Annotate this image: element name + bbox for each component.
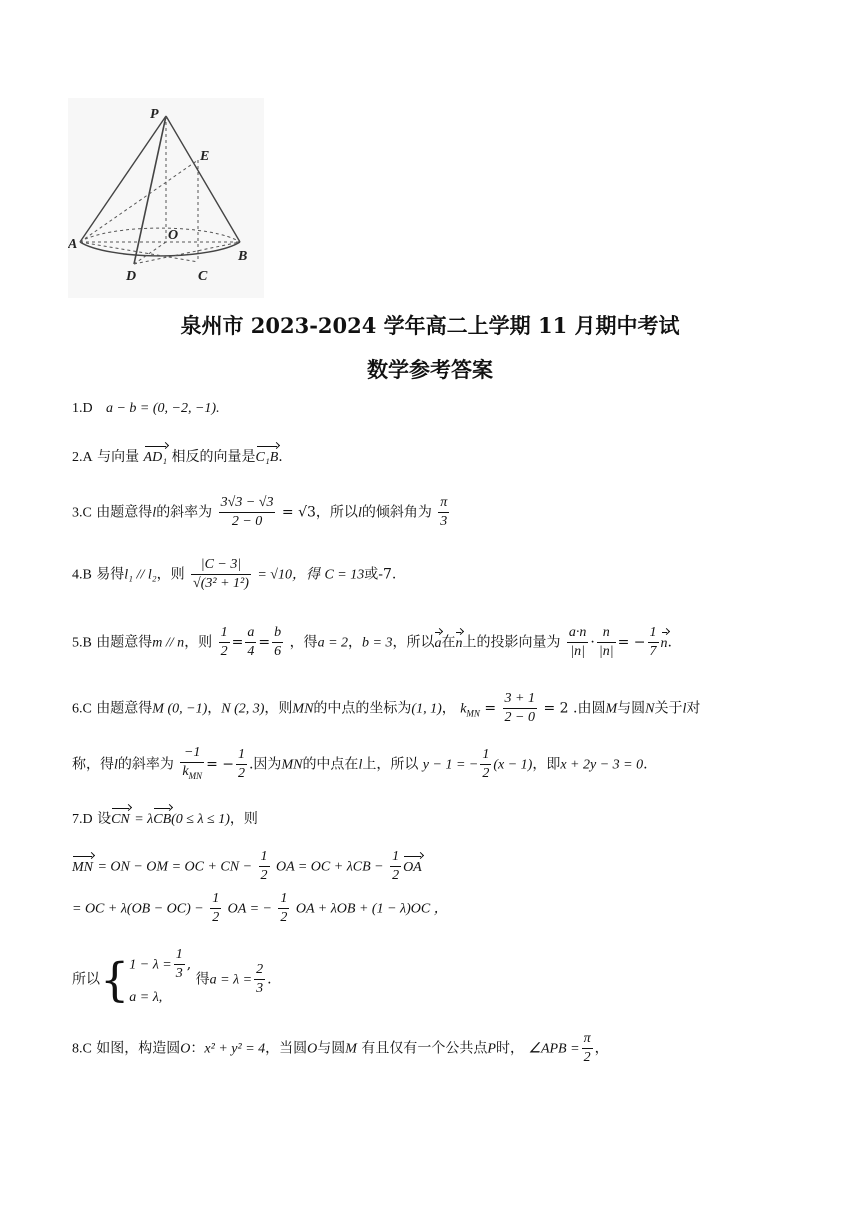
answer-6-cont: 称，得l的斜率为 $\frac{-1}{k_{MN}}$ = − $\frac{1}{2}$ .因为MN的中点在l上，所以 y − 1 = − $\frac{1}{2}$ (x − 1)，即x + 2y − 3 = 0. — [72, 744, 648, 785]
label-p: P — [150, 107, 159, 122]
answer-5-prefix: 5.B — [72, 635, 92, 651]
answer-6-cont-c: .因为 — [248, 756, 282, 773]
answer-6-cont-e: 上，所以 — [362, 756, 419, 773]
answer-4 — [72, 556, 396, 593]
answer-5-f1n: 1 — [219, 624, 230, 643]
answer-4-result: C = 13 — [324, 567, 365, 583]
answer-2-prefix: 2.A — [72, 450, 93, 465]
answer-6-cont-a: 称，得 — [72, 756, 114, 773]
answer-6-cont-d: 的中点在 — [302, 756, 359, 773]
answer-7-r1b-frac: $\frac{1}{2}$ — [392, 849, 400, 883]
answer-7-prefix: 7.D — [72, 812, 93, 827]
answer-6-text-d: = 2 .由圆 — [543, 700, 606, 717]
answer-6-mn: MN — [292, 701, 314, 717]
answer-7-s1-frac — [174, 946, 185, 983]
answer-7-result: a = λ = — [209, 972, 253, 988]
answer-4-num: |C − 3| — [191, 556, 251, 575]
answer-6-kd: 2 − 0 — [504, 710, 535, 725]
answer-5-b: b = 3 — [362, 635, 393, 651]
answer-7-s1n: 1 — [174, 946, 185, 965]
answer-1-prefix: 1.D — [72, 401, 93, 416]
answer-8-frac — [582, 1030, 593, 1067]
answer-3-den: 2 − 0 — [231, 514, 263, 529]
answer-6-s2n: 1 — [236, 746, 247, 765]
answer-4-prefix: 4.B — [72, 567, 92, 583]
label-a: A — [68, 237, 78, 252]
cone-diagram — [68, 98, 264, 298]
answer-5-frac-3 — [272, 624, 283, 661]
answer-5-frac-1 — [219, 624, 230, 661]
answer-6-midpoint: (1, 1) — [411, 701, 442, 717]
answer-3-text-d: 的倾斜角为 — [361, 504, 432, 521]
answer-7-eq-row-2 — [72, 890, 448, 927]
answer-8-o: O — [180, 1041, 191, 1057]
answer-7-r1: = ON − OM = OC + CN − — [97, 859, 253, 875]
answer-6-eq1b: (x − 1) — [493, 757, 533, 773]
answer-5-text-c: ，得 — [289, 634, 318, 651]
answer-5-f3d: 6 — [274, 644, 282, 659]
answer-3-text-c: = √3，所以 — [281, 504, 358, 521]
answer-7-resn: 2 — [254, 961, 265, 980]
answer-3-angle-frac — [438, 494, 449, 531]
answer-6-text-a: 由题意得 — [96, 700, 153, 717]
answer-2 — [72, 444, 283, 468]
answer-6-eq2: x + 2y − 3 = 0 — [560, 757, 644, 773]
answer-7-r2b: OA = − — [227, 901, 272, 917]
answer-7-text-b: ，则 — [229, 811, 258, 827]
answer-5-text-f: 上的投影向量为 — [462, 634, 561, 651]
answer-2-text-b: 相反的向量是 — [171, 449, 256, 465]
answer-5-text-a: 由题意得 — [96, 634, 153, 651]
answer-5-f2d: 4 — [247, 644, 255, 659]
answer-5-text-e: 在 — [441, 634, 456, 651]
answer-6-text-g: 对 — [686, 700, 701, 717]
system-brace-icon: { — [100, 952, 130, 1007]
answer-5-pd: |n| — [570, 644, 586, 659]
answer-3-den2: 3 — [440, 514, 448, 529]
answer-4-den: √(3² + 1²) — [193, 576, 249, 591]
answer-5-period: . — [667, 634, 672, 651]
answer-7-r1b: OA = OC + λCB − — [275, 859, 384, 875]
answer-7-vector-cn: CN — [111, 806, 130, 830]
cone-figure — [68, 98, 264, 298]
answer-8-text-c: ，当圆 — [265, 1040, 308, 1057]
answer-6-cont-b: 的斜率为 — [117, 756, 174, 773]
answer-6-point-n: N (2, 3) — [221, 701, 265, 717]
answer-7-text-c: 所以 — [72, 971, 100, 988]
answer-8-text-f: 时， — [495, 1040, 524, 1057]
answer-6-period: . — [643, 756, 648, 773]
answer-6-point-m: M (0, −1) — [152, 701, 208, 717]
answer-3-num2: π — [438, 494, 449, 513]
answer-3-prefix: 3.C — [72, 505, 92, 521]
answer-3-l2: l — [357, 505, 362, 521]
answer-8-angle: ∠APB = — [528, 1041, 580, 1057]
page-subtitle: 数学参考答案 — [367, 357, 493, 382]
answer-2-vector-c1b: C₁B — [256, 444, 279, 468]
answer-6-cont-f: ，即 — [532, 756, 561, 773]
answer-7-r2b-frac: $\frac{1}{2}$ — [280, 891, 288, 925]
label-c: C — [198, 269, 208, 284]
answer-4-text-a: 易得 — [96, 566, 125, 583]
answer-6-eq1d: 2 — [482, 765, 490, 781]
answer-2-period: . — [278, 449, 283, 465]
answer-5-parallel: m // n — [152, 635, 185, 651]
answer-3-num: 3√3 − √3 — [219, 494, 276, 513]
answer-5-unit-frac — [597, 624, 616, 661]
answer-8-comma: ， — [594, 1040, 609, 1057]
answer-1-text: a − b = (0, −2, −1). — [105, 401, 220, 416]
answer-5: 5.B 由题意得m // n，则 $\frac{1}{2}$ = $\frac{a}{4}$ = $\frac{b}{6}$ ，得a = 2，b = 3，所以a在n上的投影向量为 $\frac{a\cdot n}{|n|}$ · $\frac{n}{|n|}$ = − $\frac{1}{7}$ n. — [72, 625, 672, 659]
answer-8-p: P — [487, 1041, 496, 1057]
label-e: E — [200, 149, 210, 164]
answer-4-text-b: ，则 — [156, 566, 185, 583]
label-b: B — [238, 249, 248, 264]
answer-6-k-sub: MN — [466, 708, 480, 719]
answer-7-r2c: OA + λOB + (1 − λ)OC ， — [295, 901, 448, 917]
answer-8-text-b: ： — [190, 1040, 205, 1057]
answer-7-system: 所以{ 1 − λ = $\frac{1}{3}$ , a = λ, 得a = λ = $\frac{2}{3}$ . — [72, 946, 272, 1013]
answer-7-s2: a = λ, — [129, 990, 163, 1005]
answer-8-an: π — [582, 1030, 593, 1049]
answer-6-k: k — [460, 701, 467, 717]
answer-5-a: a = 2 — [317, 635, 349, 651]
answer-7-text-a: 设 — [97, 811, 112, 827]
answer-5-result-frac — [648, 624, 659, 661]
answer-8-prefix: 8.C — [72, 1041, 92, 1057]
answer-5-text-b: ，则 — [184, 634, 213, 651]
answer-5-f1d: 2 — [220, 644, 228, 659]
answer-7-eq-row-1: MN = ON − OM = OC + CN − $\frac{1}{2}$ OA = OC + λCB − $\frac{1}{2}$ OA — [72, 849, 422, 883]
answer-6-eq1: y − 1 = − — [422, 757, 479, 773]
answer-6-sn: −1 — [180, 744, 204, 763]
answer-7-r2-frac: $\frac{1}{2}$ — [212, 891, 220, 925]
answer-5-rd: 7 — [649, 644, 657, 659]
answer-5-pn: a·n — [567, 624, 589, 643]
answer-7 — [72, 806, 258, 830]
answer-6-eq1n: 1 — [480, 746, 491, 765]
answer-7-period: . — [267, 971, 272, 988]
answer-7-s1: 1 − λ = — [129, 957, 172, 973]
label-d: D — [126, 269, 137, 284]
answer-6-text-e: 与圆 — [617, 700, 646, 717]
answer-7-r2: = OC + λ(OB − OC) − — [72, 901, 204, 917]
answer-4-frac — [191, 556, 251, 593]
answer-7-cond: (0 ≤ λ ≤ 1) — [171, 812, 230, 827]
answer-2-text-a: 与向量 — [97, 449, 140, 465]
answer-6-text-f: 关于 — [654, 700, 683, 717]
answer-3-text-a: 由题意得 — [96, 504, 153, 521]
answer-7-result-frac — [254, 961, 265, 998]
answer-5-f2n: a — [245, 624, 256, 643]
answer-6-sd-sub: MN — [188, 770, 203, 781]
answer-3-text-b: 的斜率为 — [156, 504, 213, 521]
answer-8-text-a: 如图，构造圆 — [96, 1040, 181, 1057]
answer-6-s2d: 2 — [237, 765, 245, 781]
answer-5-proj-frac — [567, 624, 589, 661]
answer-7-s1d: 3 — [175, 966, 183, 981]
answer-8-m: M — [345, 1041, 357, 1057]
answer-6-slope2-frac — [236, 746, 247, 783]
answer-8-ad: 2 — [583, 1050, 591, 1065]
answer-6-sd: k — [182, 764, 189, 779]
answer-4-text-c: = √10，得 — [257, 567, 320, 583]
answer-7-r1-frac: $\frac{1}{2}$ — [260, 849, 268, 883]
answer-3 — [72, 494, 451, 531]
answer-8: 8.C 如图，构造圆O：x² + y² = 4，当圆O与圆M 有且仅有一个公共点P时， ∠APB = $\frac{\pi}{2}$ ， — [72, 1031, 609, 1065]
answer-5-frac-2 — [245, 624, 256, 661]
answer-6: 6.C 由题意得M (0, −1)，N (2, 3)，则MN的中点的坐标为(1, 1)， $k_{MN}$ = $\frac{3 + 1}{2 - 0}$ = 2 .由圆M与圆N关于l对 — [72, 691, 701, 725]
answer-7-eq: = λ — [134, 812, 154, 827]
page-title: 泉州市 2023-2024 学年高二上学期 11 月期中考试 — [180, 313, 680, 338]
answer-6-eq1-frac — [480, 746, 491, 783]
answer-3-l: l — [152, 505, 157, 521]
answer-7-text-d: 得 — [195, 971, 210, 988]
answer-6-prefix: 6.C — [72, 701, 92, 717]
answer-5-f3n: b — [272, 624, 283, 643]
answer-6-text-c: 的中点的坐标为 — [313, 700, 412, 717]
answer-7-vector-cb: CB — [153, 806, 171, 830]
answer-6-k-frac — [503, 690, 537, 727]
answer-7-resd: 3 — [256, 981, 264, 996]
answer-4-text-d: 或-7. — [364, 566, 397, 583]
answer-5-text-d: ，所以 — [392, 634, 435, 651]
answer-5-qd: |n| — [598, 644, 614, 659]
answer-5-rn: 1 — [648, 624, 659, 643]
answer-6-slope-frac — [180, 744, 204, 785]
answer-5-qn: n — [597, 624, 616, 643]
answer-8-text-e: 有且仅有一个公共点 — [361, 1040, 488, 1057]
label-o: O — [168, 228, 179, 243]
answer-8-text-d: 与圆 — [317, 1040, 346, 1057]
answer-6-text-b: ，则 — [264, 700, 293, 717]
answer-4-parallel: l₁ // l₂ — [124, 567, 157, 583]
answer-3-slope-frac — [219, 494, 276, 531]
answer-2-vector-ad1: AD₁ — [144, 444, 168, 468]
answer-6-kn: 3 + 1 — [503, 690, 537, 709]
answer-1 — [72, 398, 220, 419]
answer-8-eq: x² + y² = 4 — [204, 1041, 266, 1057]
